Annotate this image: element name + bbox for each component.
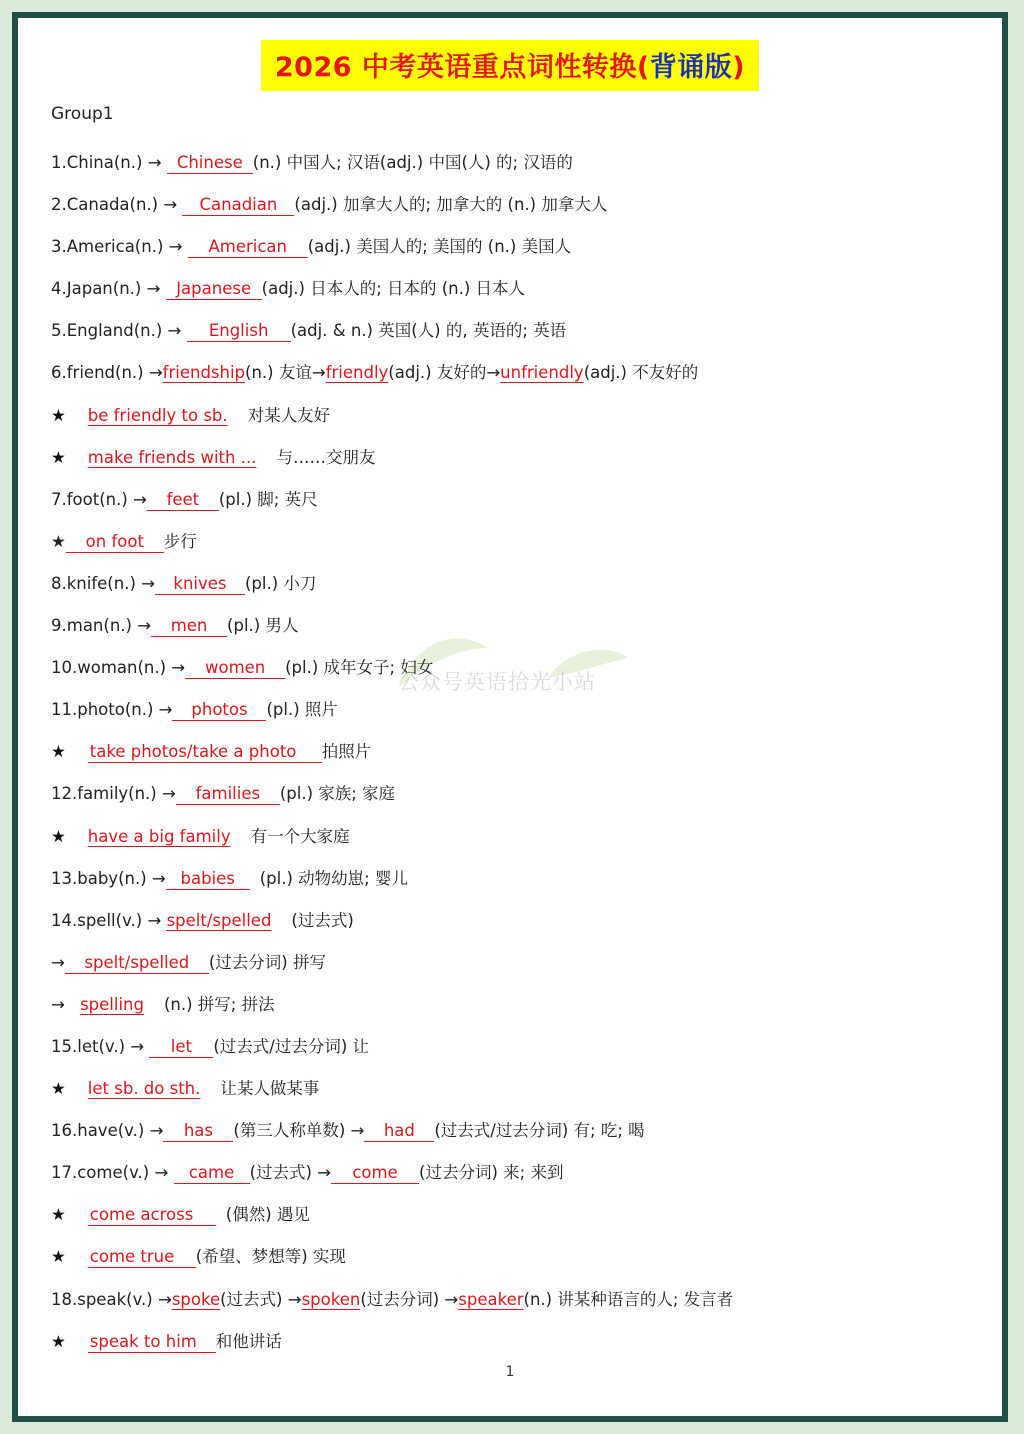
star-icon: ★ — [51, 826, 66, 846]
group-label: Group1 — [51, 104, 114, 124]
watermark-text: 公众号英语拾光小站 — [398, 670, 596, 694]
list-item: 16.have(v.) → has (第三人称单数) → had (过去式/过去分词) 有; 吃; 喝 — [51, 1121, 645, 1141]
star-icon: ★ — [51, 405, 66, 425]
list-item: 8.knife(n.) → knives (pl.) 小刀 — [51, 573, 317, 593]
answer: come true — [88, 1247, 196, 1268]
answer: spelt/spelled — [166, 910, 272, 930]
answer: speak to him — [88, 1332, 216, 1353]
page-title — [261, 40, 759, 91]
answer: make friends with ... — [87, 447, 257, 467]
vocab-list — [51, 142, 991, 1363]
answer: spoke — [171, 1289, 221, 1309]
title-end: ) — [732, 52, 746, 83]
list-item: 17.come(v.) → came (过去式) → come (过去分词) 来; 来到 — [51, 1163, 564, 1183]
list-item: 7.foot(n.) → feet (pl.) 脚; 英尺 — [51, 489, 318, 509]
list-item: ★ be friendly to sb. 对某人友好 — [51, 405, 331, 425]
answer: come — [331, 1163, 419, 1184]
list-item: ★ make friends with ... 与……交朋友 — [51, 447, 376, 467]
list-item: ★ let sb. do sth. 让某人做某事 — [51, 1079, 320, 1099]
answer: spelt/spelled — [65, 953, 209, 974]
answer: Canadian — [182, 195, 294, 216]
star-icon: ★ — [51, 1331, 66, 1351]
answer: let — [149, 1037, 213, 1058]
list-item: 9.man(n.) → men (pl.) 男人 — [51, 616, 299, 636]
list-item: 2.Canada(n.) → Canadian (adj.) 加拿大人的; 加拿大的 (n.) 加拿大人 — [51, 195, 608, 215]
star-icon: ★ — [51, 742, 66, 762]
list-item: → spelling (n.) 拼写; 拼法 — [51, 994, 275, 1014]
list-item: 12.family(n.) → families (pl.) 家族; 家庭 — [51, 784, 396, 804]
title-container — [18, 40, 1002, 91]
answer: Chinese — [167, 153, 253, 174]
list-item: 11.photo(n.) → photos (pl.) 照片 — [51, 700, 338, 720]
star-icon: ★ — [51, 1205, 66, 1225]
title-main: 2026 中考英语重点词性转换( — [274, 52, 650, 83]
list-item: 18.speak(v.) →spoke(过去式) →spoken(过去分词) →speaker(n.) 讲某种语言的人; 发言者 — [51, 1289, 734, 1309]
page-frame — [12, 12, 1008, 1422]
list-item: 15.let(v.) → let (过去式/过去分词) 让 — [51, 1036, 370, 1056]
list-item: 10.woman(n.) → women (pl.) 成年女子; 妇女 — [51, 658, 434, 678]
star-icon: ★ — [51, 447, 66, 467]
star-icon: ★ — [51, 1247, 66, 1267]
answer: had — [364, 1121, 434, 1142]
answer: have a big family — [87, 826, 231, 846]
answer: friendship — [162, 363, 246, 383]
answer: speaker — [458, 1289, 524, 1309]
answer: English — [187, 321, 291, 342]
list-item: 6.friend(n.) →friendship(n.) 友谊→friendly(adj.) 友好的→unfriendly(adj.) 不友好的 — [51, 363, 699, 383]
answer: unfriendly — [500, 363, 584, 383]
list-item: 1.China(n.) → Chinese (n.) 中国人; 汉语(adj.) 中国(人) 的; 汉语的 — [51, 153, 573, 172]
list-item: 3.America(n.) → American (adj.) 美国人的; 美国的 (n.) 美国人 — [51, 237, 572, 257]
answer: babies — [166, 869, 250, 890]
answer: spoken — [301, 1289, 361, 1309]
answer: feet — [147, 490, 219, 511]
answer: take photos/take a photo — [88, 742, 322, 763]
list-item: → spelt/spelled (过去分词) 拼写 — [51, 952, 326, 972]
list-item: ★ come true (希望、梦想等) 实现 — [51, 1247, 346, 1267]
list-item: 13.baby(n.) → babies (pl.) 动物幼崽; 婴儿 — [51, 868, 408, 888]
list-item: ★ on foot 步行 — [51, 531, 197, 551]
list-item: 5.England(n.) → English (adj. & n.) 英国(人) 的, 英语的; 英语 — [51, 321, 567, 341]
answer: let sb. do sth. — [87, 1079, 201, 1099]
list-item: ★ come across (偶然) 遇见 — [51, 1205, 310, 1225]
list-item: ★ have a big family 有一个大家庭 — [51, 826, 350, 846]
answer: men — [151, 616, 227, 637]
answer: women — [185, 658, 285, 679]
answer: came — [174, 1163, 250, 1184]
answer: spelling — [80, 994, 144, 1014]
star-icon: ★ — [51, 1079, 66, 1099]
answer: American — [188, 237, 308, 258]
answer: has — [163, 1121, 233, 1142]
list-item: 14.spell(v.) → spelt/spelled (过去式) — [51, 910, 354, 930]
answer: photos — [172, 700, 266, 721]
answer: on foot — [66, 532, 164, 553]
list-item: ★ speak to him 和他讲话 — [51, 1331, 282, 1351]
title-highlight: 背诵版 — [649, 52, 733, 83]
answer: knives — [155, 574, 245, 595]
answer: families — [176, 784, 280, 805]
answer: Japanese — [166, 279, 262, 300]
answer: be friendly to sb. — [87, 405, 228, 425]
star-icon: ★ — [51, 531, 66, 551]
list-item: 4.Japan(n.) → Japanese (adj.) 日本人的; 日本的 (n.) 日本人 — [51, 279, 526, 299]
answer: friendly — [325, 363, 389, 383]
list-item: ★ take photos/take a photo 拍照片 — [51, 742, 372, 762]
page-number: 1 — [505, 1364, 515, 1380]
answer: come across — [88, 1205, 216, 1226]
